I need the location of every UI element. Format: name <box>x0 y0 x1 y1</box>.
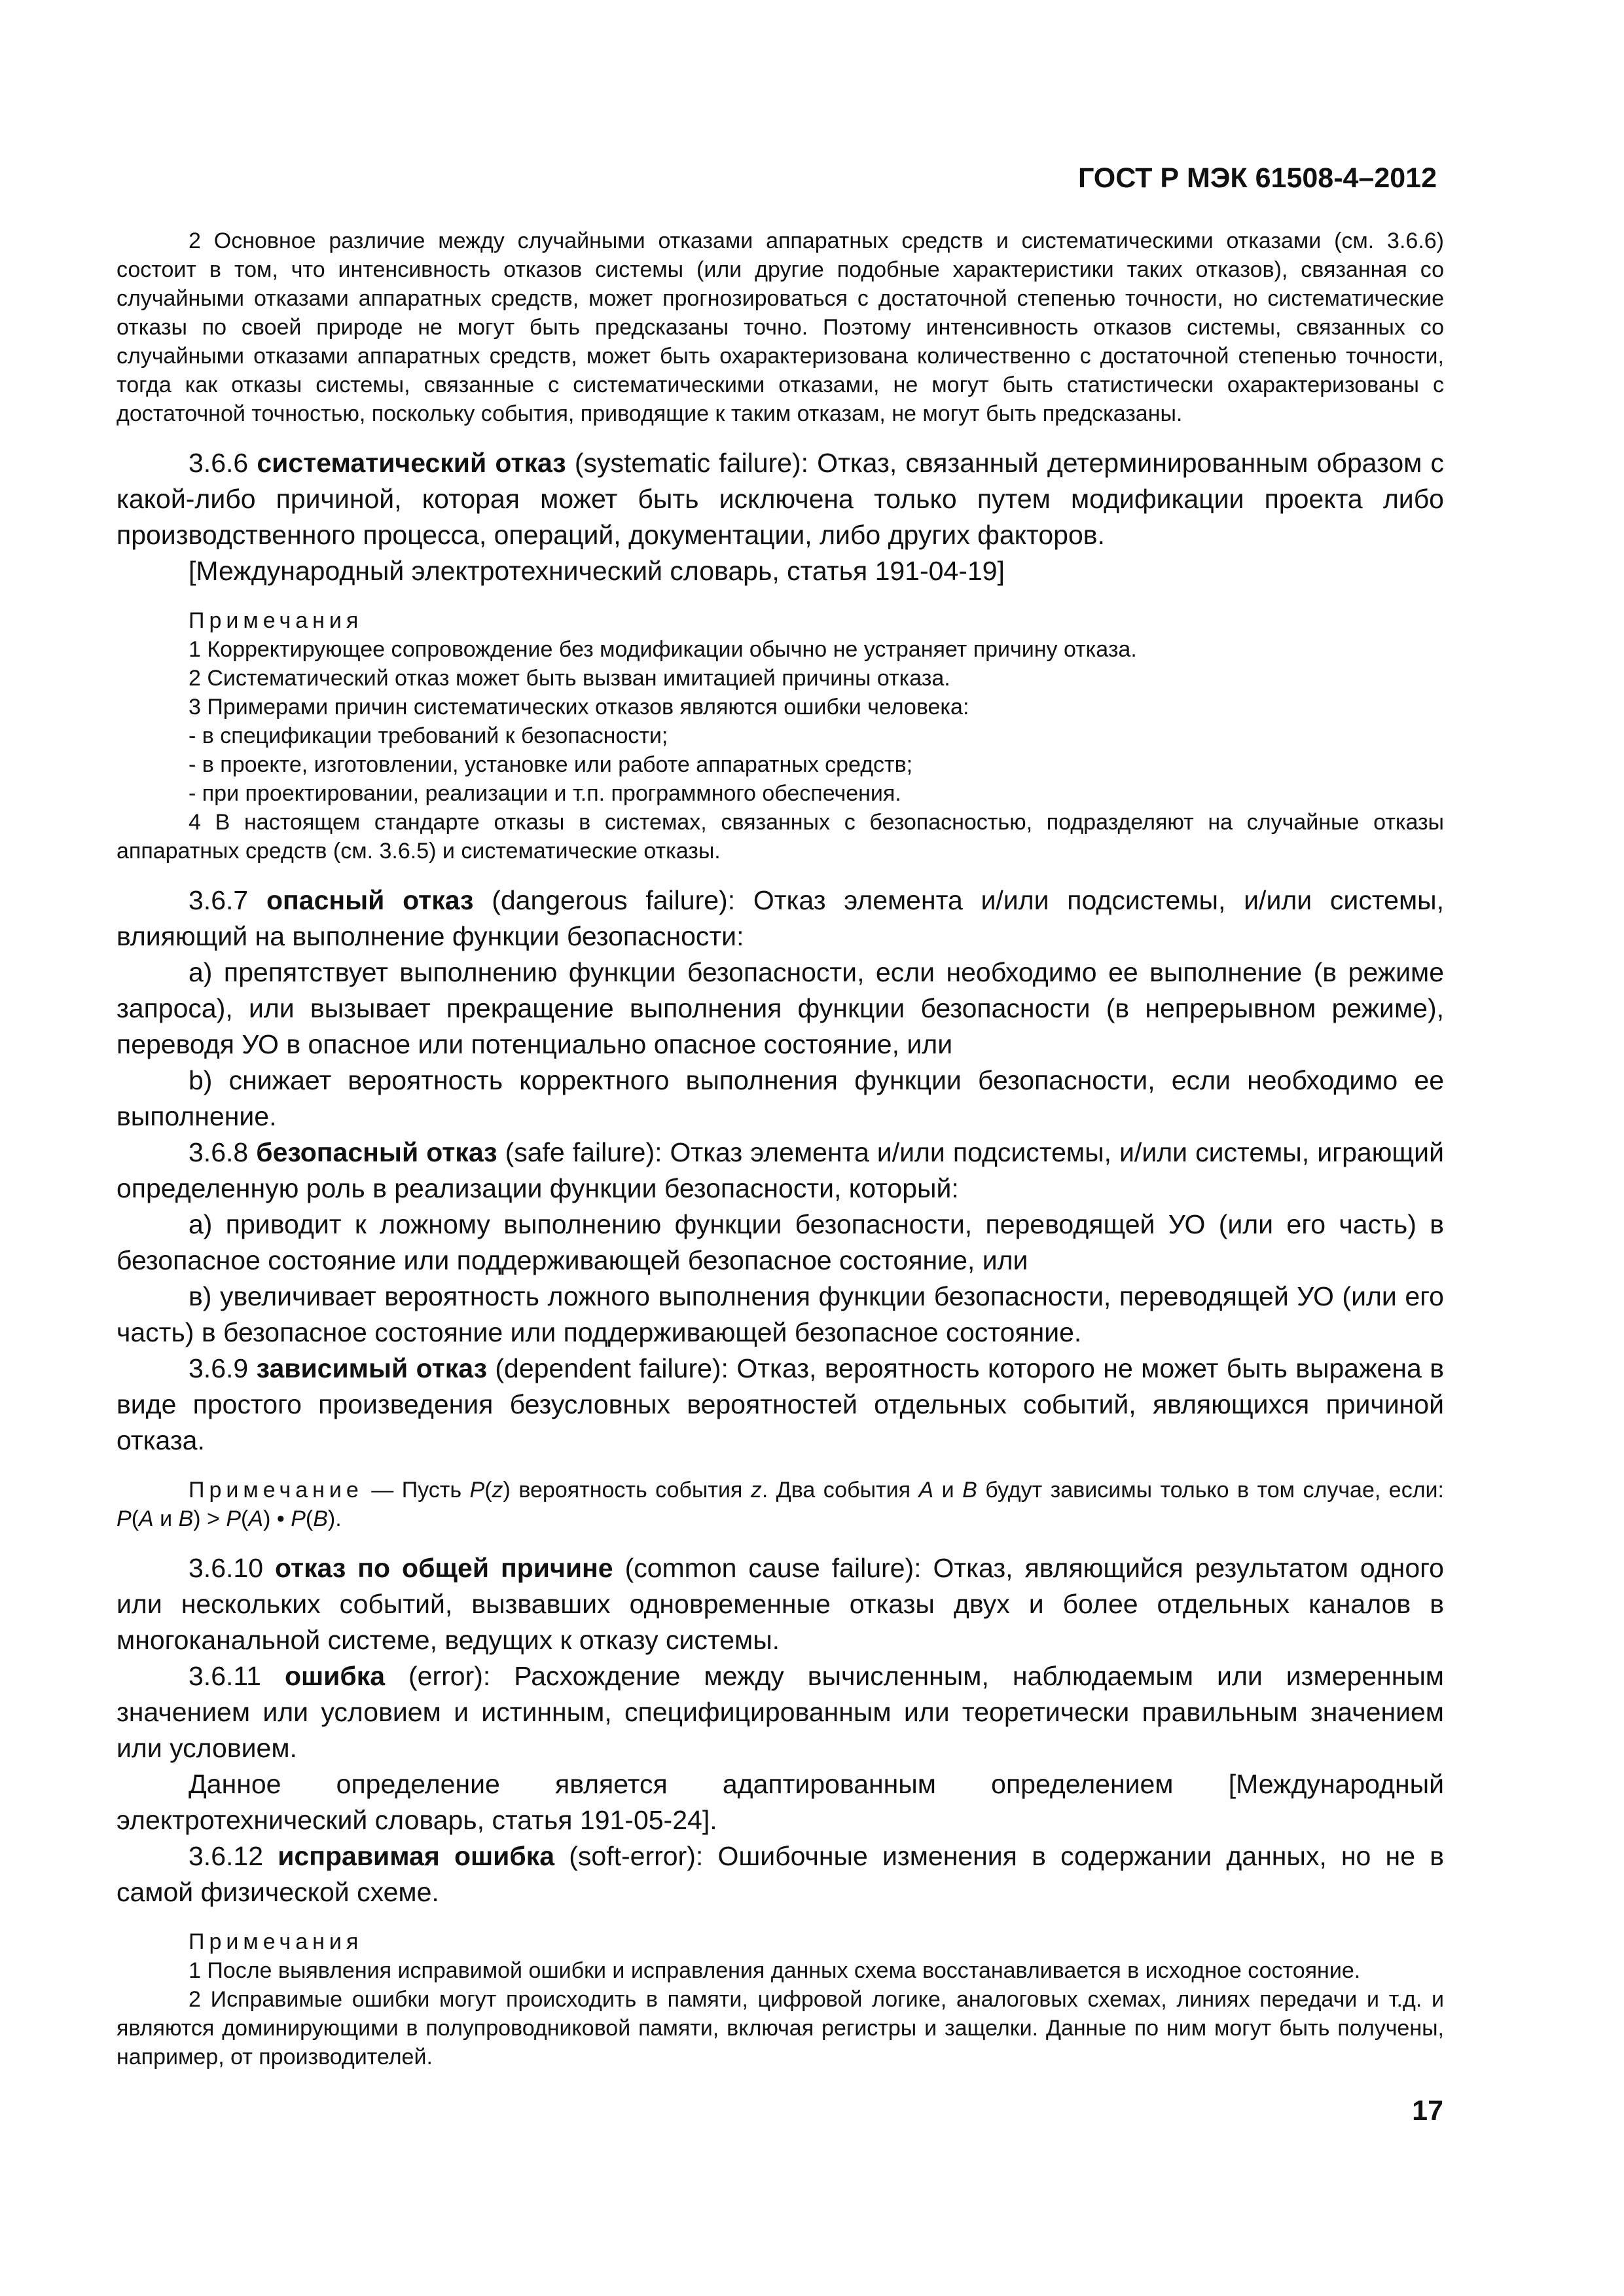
definition-3-6-8-b: в) увеличивает вероятность ложного выполнения функции безопасности, переводящей УО (или его часть) в безопасное состояние или поддерживающей безопасное состояние. <box>117 1281 1444 1347</box>
term: безопасный отказ <box>256 1137 497 1167</box>
note-dependent-failure: Примечание — Пусть P(z) вероятность события z. Два события A и B будут зависимы только в том случае, если: P(A и B) > P(A) • P(B). <box>117 1478 1444 1531</box>
note-1: 1 После выявления исправимой ошибки и исправления данных схема восстанавливается в исходное состояние. <box>189 1958 1361 1983</box>
note-2: 2 Исправимые ошибки могут происходить в памяти, цифровой логике, аналоговых схемах, линиях передачи и т.д. и являются доминирующими в полупроводниковой памяти, включая регистры и защелки. Данные по ним могут быть получены, например, от производителей. <box>117 1987 1444 2069</box>
note-2: 2 Систематический отказ может быть вызван имитацией причины отказа. <box>189 666 950 691</box>
term: исправимая ошибка <box>278 1841 555 1871</box>
definition-3-6-10: 3.6.10 отказ по общей причине (common cause failure): Отказ, являющийся результатом одного или нескольких событий, вызвавших одновременные отказы двух и более отдельных каналов в многоканальной системе, ведущих к отказу системы. <box>117 1553 1444 1655</box>
note-2-top: 2 Основное различие между случайными отказами аппаратных средств и систематическими отказами (см. 3.6.6) состоит в том, что интенсивность отказов системы (или другие подобные характеристики таких отказов), связанная со случайными отказами аппаратных средств, может прогнозироваться с достаточной степенью точности, но систематические отказы по своей природе не могут быть предсказаны точно. Поэтому интенсивность отказов системы, связанных со случайными отказами аппаратных средств, может быть охарактеризована количественно с достаточной степенью точности, тогда как отказы системы, связанные с систематическими отказами, не могут быть статистически охарактеризованы с достаточной точностью, поскольку события, приводящие к таким отказам, не могут быть предсказаны. <box>117 228 1444 426</box>
notes-heading: Примечания <box>189 1929 363 1954</box>
reference-3-6-6: [Международный электротехнический словарь, статья 191-04-19] <box>189 556 1005 586</box>
note-3: 3 Примерами причин систематических отказов являются ошибки человека: <box>189 695 969 720</box>
definition-3-6-7-b: b) снижает вероятность корректного выполнения функции безопасности, если необходимо ее выполнение. <box>117 1065 1444 1131</box>
definition-3-6-12: 3.6.12 исправимая ошибка (soft-error): Ошибочные изменения в содержании данных, но не в самой физической схеме. <box>117 1841 1444 1907</box>
note-4: 4 В настоящем стандарте отказы в системах, связанных с безопасностью, подразделяют на случайные отказы аппаратных средств (см. 3.6.5) и систематические отказы. <box>117 810 1444 864</box>
definition-3-6-11: 3.6.11 ошибка (error): Расхождение между вычисленным, наблюдаемым или измеренным значением или условием и истинным, специфицированным или теоретически правильным значением или условием. <box>117 1661 1444 1763</box>
term: систематический отказ <box>257 448 566 478</box>
term: опасный отказ <box>266 885 474 915</box>
note-3-item-3: - при проектировании, реализации и т.п. программного обеспечения. <box>189 781 901 806</box>
note-1: 1 Корректирующее сопровождение без модификации обычно не устраняет причину отказа. <box>189 637 1137 662</box>
definition-3-6-6: 3.6.6 систематический отказ (systematic failure): Отказ, связанный детерминированным образом с какой-либо причиной, которая может быть исключена только путем модификации проекта либо производственного процесса, операций, документации, либо других факторов. <box>117 448 1444 550</box>
definition-3-6-11-extra: Данное определение является адаптированным определением [Международный электротехнический словарь, статья 191-05-24]. <box>117 1769 1444 1835</box>
page-number: 17 <box>1412 2095 1443 2126</box>
definition-3-6-7-a: а) препятствует выполнению функции безопасности, если необходимо ее выполнение (в режиме запроса), или вызывает прекращение выполнения функции безопасности (в непрерывном режиме), переводя УО в опасное или потенциально опасное состояние, или <box>117 957 1444 1059</box>
definition-3-6-7: 3.6.7 опасный отказ (dangerous failure): Отказ элемента и/или подсистемы, и/или системы, влияющий на выполнение функции безопасности: <box>117 885 1444 951</box>
definition-3-6-8: 3.6.8 безопасный отказ (safe failure): Отказ элемента и/или подсистемы, и/или системы, играющий определенную роль в реализации функции безопасности, который: <box>117 1137 1444 1203</box>
note-3-item-1: - в спецификации требований к безопасности; <box>189 723 668 748</box>
document-body <box>117 227 1444 2071</box>
notes-heading: Примечания <box>189 608 363 633</box>
term: зависимый отказ <box>256 1353 487 1383</box>
term: отказ по общей причине <box>274 1553 613 1583</box>
definition-3-6-9: 3.6.9 зависимый отказ (dependent failure): Отказ, вероятность которого не может быть выражена в виде простого произведения безусловных вероятностей отдельных событий, являющихся причиной отказа. <box>117 1353 1444 1455</box>
note-3-item-2: - в проекте, изготовлении, установке или работе аппаратных средств; <box>189 752 913 777</box>
document-header: ГОСТ Р МЭК 61508-4–2012 <box>1077 162 1437 194</box>
term: ошибка <box>284 1661 386 1691</box>
definition-3-6-8-a: а) приводит к ложному выполнению функции безопасности, переводящей УО (или его часть) в безопасное состояние или поддерживающей безопасное состояние, или <box>117 1209 1444 1275</box>
